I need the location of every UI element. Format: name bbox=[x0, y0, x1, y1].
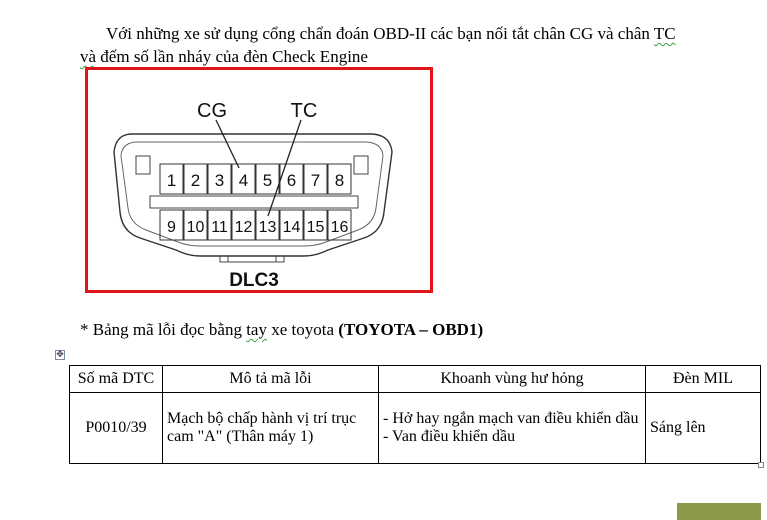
header-cell-mil: Đèn MIL bbox=[646, 366, 761, 393]
cell-mil: Sáng lên bbox=[646, 393, 761, 464]
cg-label: CG bbox=[197, 100, 227, 122]
intro-paragraph bbox=[80, 22, 750, 68]
dlc3-connector-diagram bbox=[88, 70, 430, 290]
tc-label: TC bbox=[290, 100, 318, 122]
table-header-row bbox=[70, 366, 761, 393]
pin-number: 16 bbox=[330, 219, 349, 236]
header-cell-area: Khoanh vùng hư hỏng bbox=[379, 366, 646, 393]
pin-number: 14 bbox=[282, 219, 301, 236]
header-cell-code: Số mã DTC bbox=[70, 366, 163, 393]
cell-code: P0010/39 bbox=[70, 393, 163, 464]
header-cell-description: Mô tả mã lỗi bbox=[163, 366, 379, 393]
pin-number: 9 bbox=[167, 219, 176, 236]
pin-number: 11 bbox=[211, 219, 228, 236]
pin-number: 12 bbox=[234, 219, 253, 236]
dlc3-label: DLC3 bbox=[229, 270, 279, 290]
left-notch bbox=[136, 156, 150, 174]
pin-number: 4 bbox=[238, 171, 249, 190]
pin-number: 7 bbox=[310, 171, 321, 190]
pin-number: 15 bbox=[306, 219, 325, 236]
right-notch bbox=[354, 156, 368, 174]
corner-decoration bbox=[677, 503, 761, 520]
table-resize-handle[interactable] bbox=[758, 462, 764, 468]
cg-leader-line bbox=[216, 120, 239, 168]
connector-outline bbox=[114, 134, 392, 256]
center-divider-bar bbox=[150, 196, 358, 208]
heading-bold: (TOYOTA – OBD1) bbox=[338, 320, 484, 339]
dlc3-diagram-frame bbox=[85, 67, 433, 293]
pin-number: 8 bbox=[334, 171, 345, 190]
heading-prefix: * Bảng mã lỗi đọc bằng bbox=[80, 320, 247, 339]
pin-number: 3 bbox=[214, 171, 225, 190]
cell-area-line1: - Hở hay ngắn mạch van điều khiển dầu bbox=[383, 410, 639, 427]
heading-tay-word: tay bbox=[246, 320, 267, 339]
intro-va-word: và bbox=[80, 47, 97, 66]
move-handle-icon[interactable]: ✥ bbox=[56, 350, 64, 360]
pin-number: 6 bbox=[286, 171, 297, 190]
heading-middle: xe toyota bbox=[266, 320, 339, 339]
pin-number: 2 bbox=[190, 171, 201, 190]
intro-tc-word: TC bbox=[653, 24, 676, 43]
top-pin-row bbox=[160, 164, 351, 194]
cell-area-line2: - Van điều khiển dầu bbox=[383, 428, 516, 445]
pin-number: 10 bbox=[186, 219, 205, 236]
intro-second-line: đếm số lần nháy của đèn Check Engine bbox=[96, 47, 368, 66]
connector-bottom-tab bbox=[220, 256, 284, 262]
pin-number: 13 bbox=[258, 219, 277, 236]
cell-description: Mạch bộ chấp hành vị trí trục cam "A" (Thân máy 1) bbox=[163, 393, 379, 464]
table-heading bbox=[80, 320, 483, 340]
table-row bbox=[70, 393, 761, 464]
intro-line-text: Với những xe sử dụng cổng chẩn đoán OBD-II các bạn nối tắt chân CG và chân bbox=[106, 24, 654, 43]
pin-number: 1 bbox=[166, 171, 177, 190]
cell-area bbox=[379, 393, 646, 464]
pin-number: 5 bbox=[262, 171, 273, 190]
dtc-table bbox=[69, 365, 761, 464]
